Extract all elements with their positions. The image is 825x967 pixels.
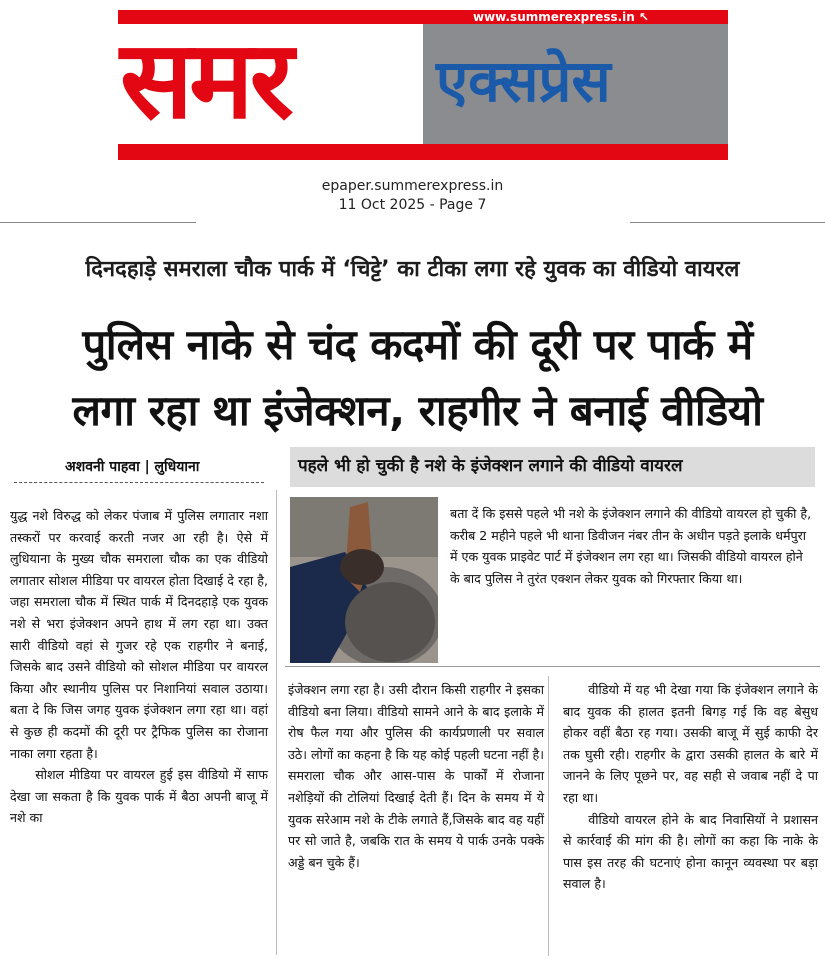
edition-date-page: 11 Oct 2025 - Page 7	[338, 197, 487, 213]
masthead-url[interactable]	[473, 10, 649, 24]
kicker-headline: दिनदहाड़े समराला चौक पार्क में ‘चिट्टे’ का टीका लगा रहे युवक का वीडियो वायरल	[85, 257, 740, 282]
masthead-brand: समर	[120, 18, 290, 143]
photo-icon	[290, 497, 438, 663]
masthead-subbrand: एक्सप्रेस	[436, 47, 611, 115]
top-rule-left	[0, 222, 196, 223]
byline-divider	[14, 482, 264, 483]
epaper-site[interactable]: epaper.summerexpress.in	[321, 178, 504, 194]
subhead-banner	[290, 447, 815, 487]
news-photo	[290, 497, 438, 663]
cursor-icon: ↖	[639, 10, 650, 24]
col1-paragraph-1: युद्ध नशे विरुद्ध को लेकर पंजाब में पुलिस लगातार नशा तस्करों पर करवाई करती नजर आ रही है। ऐसे में लुधियाना के मुख्य चौक समराला चौक का एक वीडियो लगातार सोशल मीडिया पर वायरल होता दिखाई दे रहा है, जहा समराला चौक में स्थित पार्क में दिनदहाड़े एक युवक नशे से भरा इंजेक्शन अपने हाथ में लग रहा था। उक्त सारी वीडियो वहां से गुजर रहे एक राहगीर ने बनाई, जिसके बाद उसने वीडियो को सोशल मीडिया पर वायरल किया और स्थानीय पुलिस पर निशानियां सवाल उठाया। बता दे कि जिस जगह युवक इंजेक्शन लगा रहा था। वहां से कुछ ही कदमों की दूरी पर ट्रैफिक पुलिस का रोजाना नाका लगा रहता है।	[10, 508, 268, 761]
subhead-text: पहले भी हो चुकी है नशे के इंजेक्शन लगाने की वीडियो वायरल	[298, 456, 683, 476]
article-column-1	[10, 505, 268, 829]
masthead-logo	[118, 10, 728, 160]
col3-paragraph-2: वीडियो वायरल होने के बाद निवासियों ने प्रशासन से कार्रवाई की मांग की है। लोगों का कहा कि नाके के पास इस तरह की घटनाएं होना कानून व्यवस्था पर बड़ा सवाल है।	[563, 811, 818, 892]
article-column-2	[288, 679, 544, 873]
column-divider-1	[276, 490, 277, 955]
column-divider-2	[548, 676, 549, 956]
byline: अशवनी पाहवा | लुधियाना	[65, 459, 200, 475]
main-headline-line2: लगा रहा था इंजेक्शन, राहगीर ने बनाई वीडियो	[72, 386, 763, 435]
main-headline-line1: पुलिस नाके से चंद कदमों की दूरी पर पार्क में	[82, 320, 753, 369]
box-bottom-rule	[285, 666, 820, 667]
top-rule-right	[630, 222, 825, 223]
article-column-3	[563, 679, 818, 895]
col1-paragraph-2: सोशल मीडिया पर वायरल हुई इस वीडियो में साफ देखा जा सकता है कि युवक पार्क में बैठा अपनी बाजू में नशे का	[10, 767, 268, 826]
col3-paragraph-1: वीडियो में यह भी देखा गया कि इंजेक्शन लगाने के बाद युवक की हालत इतनी बिगड़ गई कि वह बेसुध होकर वहीं बैठा रह गया। उसकी बाजू में सुई काफी देर तक घुसी रही। राहगीर के द्वारा उसकी हालत के बारे में जानने के लिए पूछने पर, वह सही से जवाब नहीं दे पा रहा था।	[563, 682, 818, 805]
masthead-bottom-bar	[118, 144, 728, 160]
sidebar-box-text: बता दें कि इससे पहले भी नशे के इंजेक्शन लगाने की वीडियो वायरल हो चुकी है, करीब 2 महीने पहले भी थाना डिवीजन नंबर तीन के अधीन पड़ते इलाके धर्मपुरा में एक युवक प्राइवेट पार्ट में इंजेक्शन लग रहा था। जिसकी वीडियो वायरल होने के बाद पुलिस ने तुरंत एक्शन लेकर युवक को गिरफ्तार किया था।	[450, 506, 812, 586]
col2-paragraph: इंजेक्शन लगा रहा है। उसी दौरान किसी राहगीर ने इसका वीडियो बना लिया। वीडियो सामने आने के बाद इलाके में रोष फैल गया और पुलिस की कार्यप्रणाली पर सवाल उठे। लोगों का कहना है कि यह कोई पहली घटना नहीं है। समराला चौक और आस-पास के पार्कों में रोजाना नशेड़ियों की टोलियां दिखाई देती हैं। दिन के समय में ये युवक सरेआम नशे के टीके लगाते हैं,जिसके बाद वह यहीं पर सो जाते है, जबकि रात के समय ये पार्क उनके पक्के अड्डे बन चुके हैं।	[288, 682, 544, 870]
masthead-url-text: www.summerexpress.in	[473, 10, 635, 24]
